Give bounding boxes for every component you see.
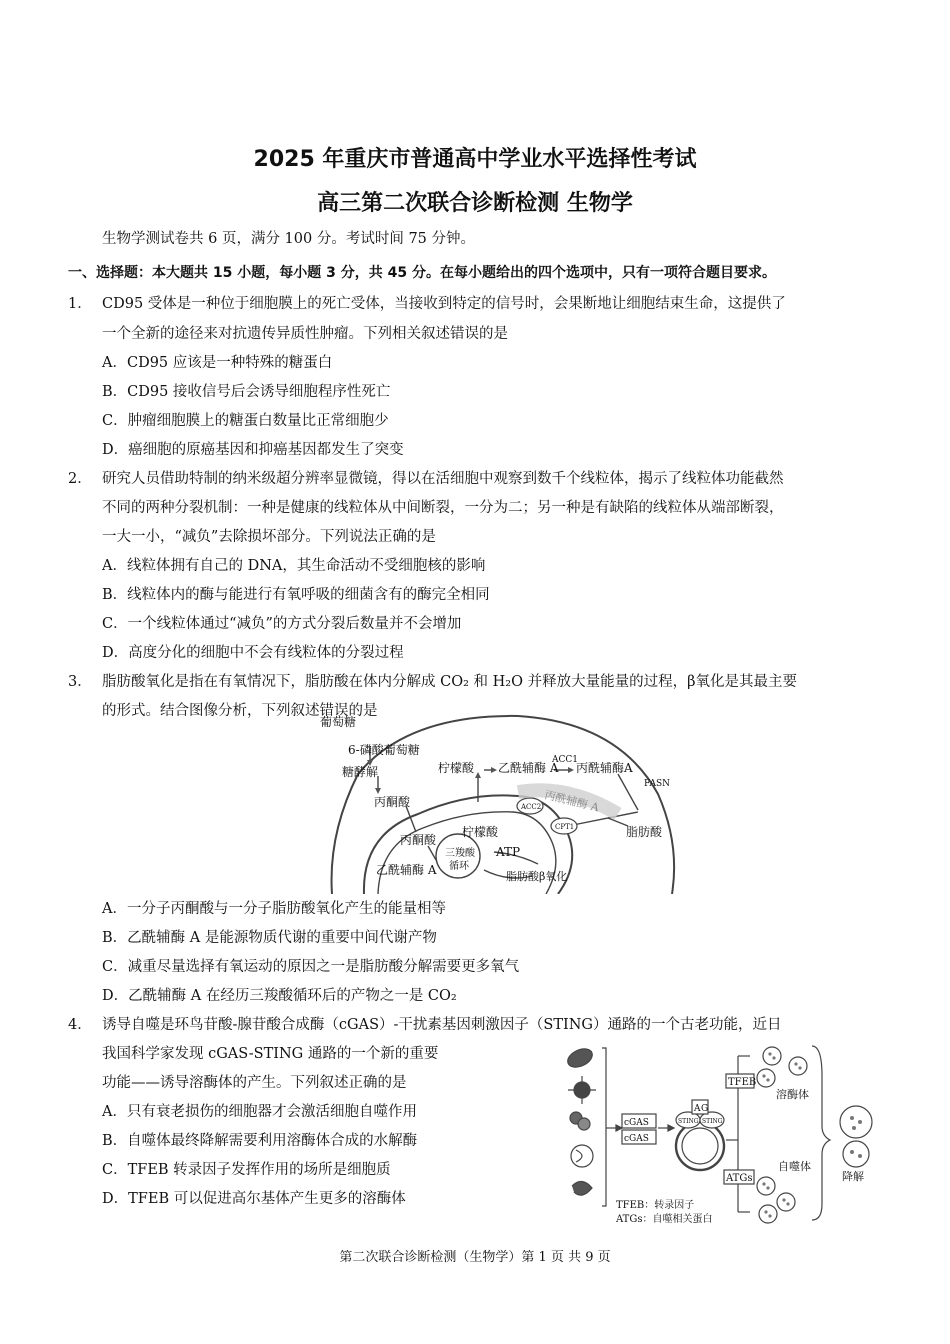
option-a: A．线粒体拥有自己的 DNA，其生命活动不受细胞核的影响 xyxy=(102,558,486,574)
fig3-tca-2: 循环 xyxy=(449,861,469,872)
fig4-atgs-box: ATGs xyxy=(726,1173,753,1184)
question-number: 1． xyxy=(68,296,92,312)
fig3-acetyl-coa-outer: 乙酰辅酶 A xyxy=(498,761,559,775)
fig4-a: A xyxy=(694,1104,701,1114)
question-number: 2． xyxy=(68,471,92,487)
metabolism-figure xyxy=(318,714,690,894)
fig3-malonyl-coa: 丙酰辅酶A xyxy=(576,761,633,775)
exam-title: 2025 年重庆市普通高中学业水平选择性考试 xyxy=(253,147,697,172)
fig4-autophagosome: 自噬体 xyxy=(778,1160,811,1173)
option-c: C．减重尽量选择有氧运动的原因之一是脂肪酸分解需要更多氧气 xyxy=(102,959,520,975)
fig4-lysosome: 溶酶体 xyxy=(776,1088,809,1101)
fig4-g: G xyxy=(701,1104,709,1114)
question-line: CD95 受体是一种位于细胞膜上的死亡受体，当接收到特定的信号时，会果断地让细胞结束生命，这提供了 xyxy=(102,296,786,312)
fig3-citrate-inner: 柠檬酸 xyxy=(462,825,499,839)
option-d: D．高度分化的细胞中不会有线粒体的分裂过程 xyxy=(102,645,404,661)
page-footer: 第二次联合诊断检测（生物学）第 1 页 共 9 页 xyxy=(339,1250,611,1265)
fig3-fasn: FASN xyxy=(644,779,671,789)
question-number: 4． xyxy=(68,1017,92,1033)
fig3-beta-oxidation: 脂肪酸β氧化 xyxy=(506,870,568,883)
fig4-cgas-1: cGAS xyxy=(624,1118,649,1128)
fig3-pyruvate-outer: 丙酮酸 xyxy=(374,795,411,809)
fig3-acc2: ACC2 xyxy=(521,803,542,811)
exam-subtitle: 高三第二次联合诊断检测 生物学 xyxy=(317,191,633,216)
question-line: 研究人员借助特制的纳米级超分辨率显微镜，得以在活细胞中观察到数千个线粒体，揭示了线粒体功能截然 xyxy=(102,471,784,487)
option-c: C．一个线粒体通过“减负”的方式分裂后数量并不会增加 xyxy=(102,616,462,632)
question-line: 脂肪酸氧化是指在有氧情况下，脂肪酸在体内分解成 CO₂ 和 H₂O 并释放大量能量的过程，β氧化是其最主要 xyxy=(102,674,797,690)
fig3-acc1: ACC1 xyxy=(552,755,578,765)
fig4-legend-atgs: ATGs：自噬相关蛋白 xyxy=(616,1214,713,1225)
question-line: 一大一小，“减负”去除损坏部分。下列说法正确的是 xyxy=(102,529,436,545)
fig4-cgas-2: cGAS xyxy=(624,1134,649,1144)
fig4-sting-1: STING xyxy=(678,1118,699,1125)
fig4-tfeb-box: TFEB xyxy=(728,1077,757,1088)
fig3-fatty-acid: 脂肪酸 xyxy=(626,825,663,839)
fig3-tca-1: 三羧酸 xyxy=(445,848,475,859)
question-line: 我国科学家发现 cGAS-STING 通路的一个新的重要 xyxy=(102,1046,439,1062)
fig4-legend-tfeb: TFEB：转录因子 xyxy=(616,1200,695,1211)
fig3-glycolysis: 糖酵解 xyxy=(342,765,379,779)
option-d: D．癌细胞的原癌基因和抑癌基因都发生了突变 xyxy=(102,442,404,458)
fig3-atp: ATP xyxy=(496,845,521,859)
question-line: 的形式。结合图像分析，下列叙述错误的是 xyxy=(102,703,378,719)
option-d: D．乙酰辅酶 A 在经历三羧酸循环后的产物之一是 CO₂ xyxy=(102,988,457,1004)
question-line: 诱导自噬是环鸟苷酸-腺苷酸合成酶（cGAS）-干扰素基因刺激因子（STING）通路的一个古老功能，近日 xyxy=(102,1017,782,1033)
fig3-citrate-outer: 柠檬酸 xyxy=(438,761,475,775)
exam-intro: 生物学测试卷共 6 页，满分 100 分。考试时间 75 分钟。 xyxy=(102,231,476,247)
option-c: C．肿瘤细胞膜上的糖蛋白数量比正常细胞少 xyxy=(102,413,389,429)
fig3-cpt1: CPT1 xyxy=(555,823,575,831)
fig4-degrade: 降解 xyxy=(842,1170,864,1183)
question-line: 一个全新的途径来对抗遗传异质性肿瘤。下列相关叙述错误的是 xyxy=(102,326,508,342)
fig3-acetyl-coa-inner: 乙酰辅酶 A xyxy=(376,863,437,877)
question-line: 不同的两种分裂机制：一种是健康的线粒体从中间断裂，一分为二；另一种是有缺陷的线粒体从端部断裂， xyxy=(102,500,784,516)
option-b: B．线粒体内的酶与能进行有氧呼吸的细菌含有的酶完全相同 xyxy=(102,587,490,603)
fig4-sting-2: STING xyxy=(702,1118,723,1125)
option-a: A．CD95 应该是一种特殊的糖蛋白 xyxy=(102,355,333,371)
option-d: D．TFEB 可以促进高尔基体产生更多的溶酶体 xyxy=(102,1191,406,1207)
question-line: 功能——诱导溶酶体的产生。下列叙述正确的是 xyxy=(102,1075,407,1091)
cgas-sting-figure xyxy=(560,1036,890,1228)
question-number: 3． xyxy=(68,674,92,690)
option-b: B．自噬体最终降解需要利用溶酶体合成的水解酶 xyxy=(102,1133,418,1149)
fig3-glucose: 葡萄糖 xyxy=(320,715,357,729)
option-a: A．只有衰老损伤的细胞器才会激活细胞自噬作用 xyxy=(102,1104,417,1120)
fig3-pyruvate-inner: 丙酮酸 xyxy=(400,833,437,847)
option-c: C．TFEB 转录因子发挥作用的场所是细胞质 xyxy=(102,1162,391,1178)
option-a: A．一分子丙酮酸与一分子脂肪酸氧化产生的能量相等 xyxy=(102,901,446,917)
fig3-malonyl-band: 丙酰辅酶 A xyxy=(543,788,601,815)
option-b: B．CD95 接收信号后会诱导细胞程序性死亡 xyxy=(102,384,391,400)
section-heading: 一、选择题：本大题共 15 小题，每小题 3 分，共 45 分。在每小题给出的四个选项中，只有一项符合题目要求。 xyxy=(68,265,776,281)
fig3-g6p: 6-磷酸葡萄糖 xyxy=(348,743,420,757)
option-b: B．乙酰辅酶 A 是能源物质代谢的重要中间代谢产物 xyxy=(102,930,437,946)
